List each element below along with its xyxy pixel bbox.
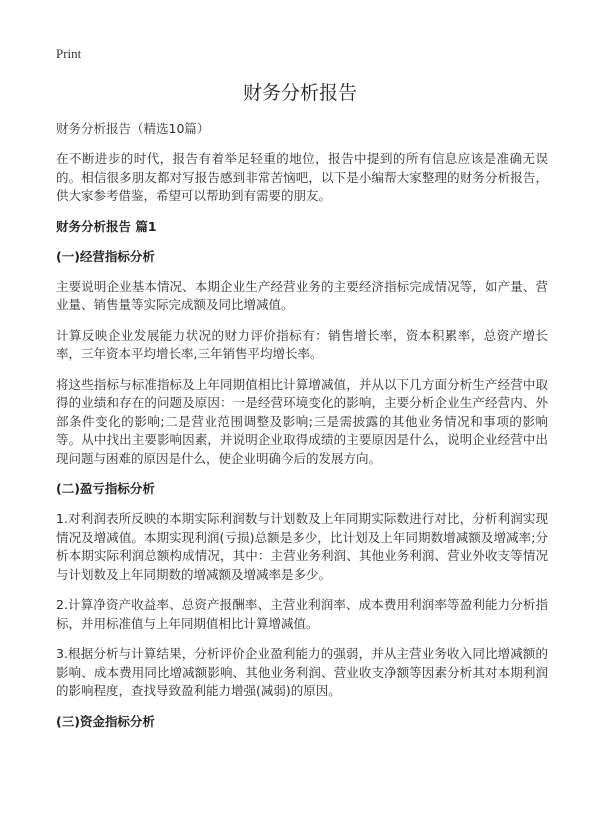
document-subtitle: 财务分析报告（精选10篇） [56, 121, 210, 136]
section-heading-profit: (二)盈亏指标分析 [56, 481, 155, 496]
section-paragraph: 计算反映企业发展能力状况的财力评价指标有：销售增长率，资本积累率，总资产增长率，三年资本平均增长率,三年销售平均增长率。 [56, 327, 548, 361]
article-heading: 财务分析报告 篇1 [56, 218, 157, 234]
section-paragraph: 将这些指标与标准指标及上年同期值相比计算增减值，并从以下几方面分析生产经营中取得的业绩和存在的问题及原因：一是经营环境变化的影响，主要分析企业生产经营内、外部条件变化的影响;二是营业范围调整及影响;三是需披露的其他业务情况和事项的影响等。从中找出主要影响因素，并说明企业取得成绩的主要原因是什么，说明企业经营中出现问题与困难的原因是什么，使企业明确今后的发展方向。 [56, 376, 548, 466]
section-heading-capital: (三)资金指标分析 [56, 713, 155, 729]
document-body [56, 120, 548, 743]
section-paragraph: 2.计算净资产收益率、总资产报酬率、主营业利润率、成本费用利润率等盈利能力分析指标，并用标准值与上年同期值相比计算增减值。 [56, 597, 548, 631]
section-paragraph: 1.对利润表所反映的本期实际利润数与计划数及上年同期实际数进行对比，分析利润实现情况及增减值。本期实现利润(亏损)总额是多少，比计划及上年同期数增减额及增减率;分析本期实际利润总额构成情况，其中：主营业务利润、其他业务利润、营业外收支等情况与计划数及上年同期数的增减额及增减率是多少。 [56, 511, 548, 582]
page-title: 财务分析报告 [242, 82, 357, 104]
section-paragraph: 3.根据分析与计算结果，分析评价企业盈利能力的强弱，并从主营业务收入同比增减额的影响、成本费用同比增减额影响、其他业务利润、营业收支净额等因素分析其对本期利润的影响程度，查找导致盈利能力增强(减弱)的原因。 [56, 646, 548, 698]
intro-paragraph: 在不断进步的时代，报告有着举足轻重的地位，报告中提到的所有信息应该是准确无误的。相信很多朋友都对写报告感到非常苦恼吧，以下是小编帮大家整理的财务分析报告，供大家参考借鉴，希望可以帮助到有需要的朋友。 [56, 151, 548, 203]
section-heading-operating: (一)经营指标分析 [56, 248, 155, 264]
print-link[interactable]: Print [56, 46, 82, 61]
section-paragraph: 主要说明企业基本情况、本期企业生产经营业务的主要经济指标完成情况等，如产量、营业量、销售量等实际完成额及同比增减值。 [56, 278, 548, 312]
